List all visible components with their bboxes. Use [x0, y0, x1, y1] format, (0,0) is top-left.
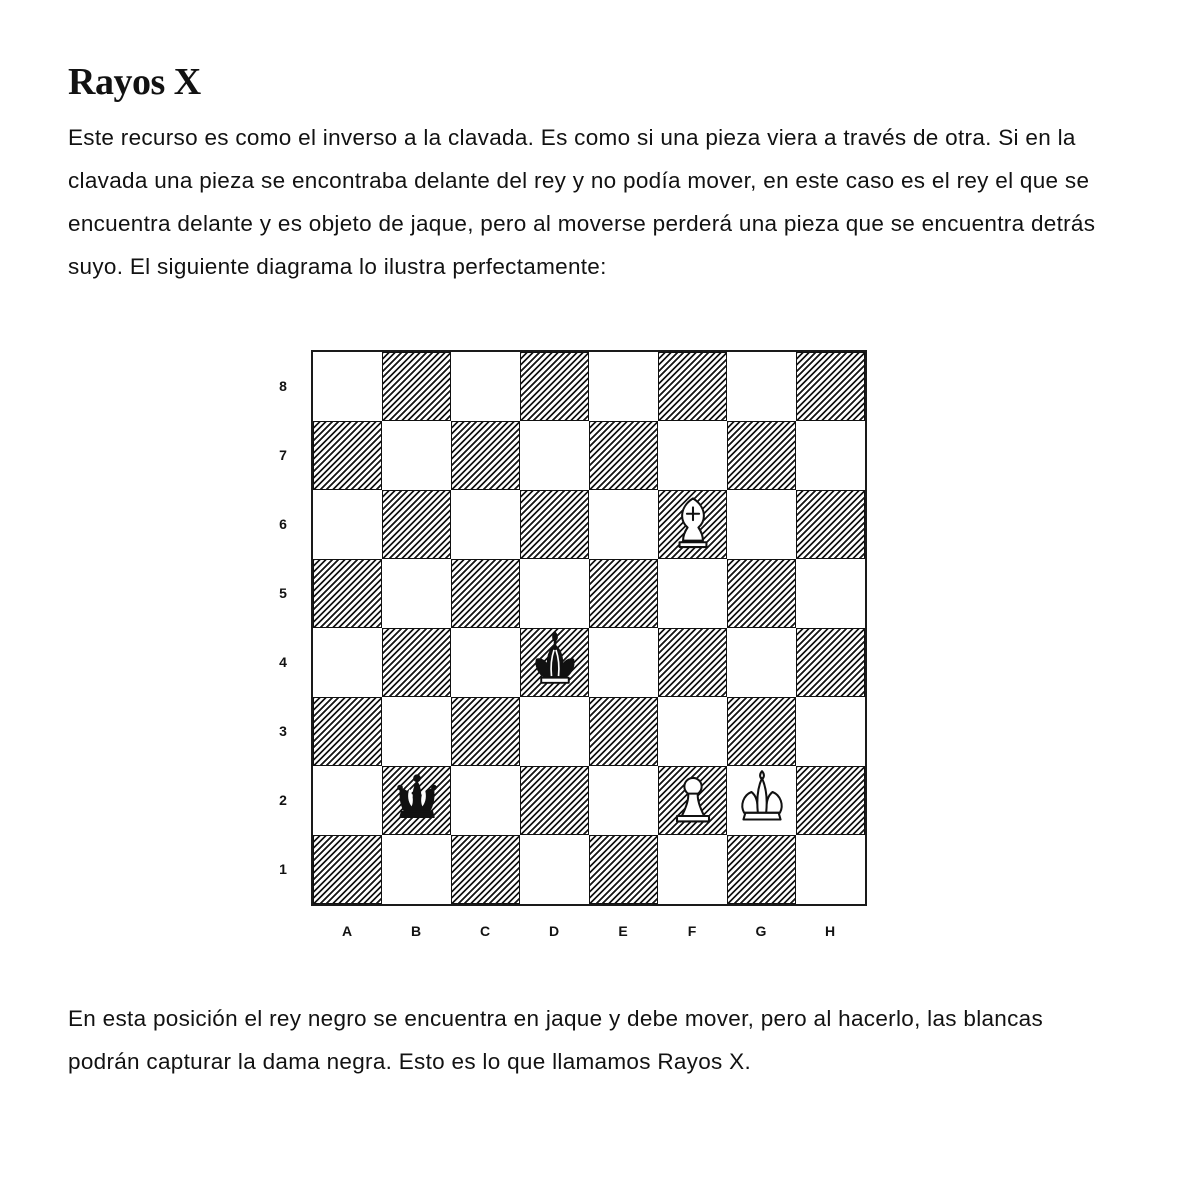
square-c6: [451, 490, 520, 559]
square-b7: [382, 421, 451, 490]
square-d1: [520, 835, 589, 904]
page-title: Rayos X: [68, 61, 201, 103]
square-f6: [658, 490, 727, 559]
square-b1: [382, 835, 451, 904]
square-e4: [589, 628, 658, 697]
square-h5: [796, 559, 865, 628]
square-h4: [796, 628, 865, 697]
square-e2: [589, 766, 658, 835]
white-king-icon: [730, 768, 794, 832]
piece-white-pawn-f2: [661, 768, 725, 832]
square-h3: [796, 697, 865, 766]
square-b2: [382, 766, 451, 835]
rank-label-5: 5: [279, 585, 287, 602]
square-d3: [520, 697, 589, 766]
piece-black-queen-b2: [385, 768, 449, 832]
black-king-icon: [523, 630, 587, 694]
square-a3: [313, 697, 382, 766]
black-queen-icon: [385, 768, 449, 832]
file-label-a: A: [341, 922, 354, 939]
square-a5: [313, 559, 382, 628]
square-d5: [520, 559, 589, 628]
chess-diagram: [68, 350, 1110, 939]
square-c8: [451, 352, 520, 421]
file-label-f: F: [687, 922, 698, 939]
square-c4: [451, 628, 520, 697]
file-label-h: H: [824, 922, 837, 939]
file-label-d: D: [548, 922, 561, 939]
square-a2: [313, 766, 382, 835]
square-g3: [727, 697, 796, 766]
white-bishop-icon: [661, 492, 725, 556]
file-label-b: B: [410, 922, 423, 939]
square-h2: [796, 766, 865, 835]
file-labels-row: [313, 923, 865, 939]
square-e7: [589, 421, 658, 490]
square-g6: [727, 490, 796, 559]
piece-white-king-g2: [730, 768, 794, 832]
square-f7: [658, 421, 727, 490]
square-e1: [589, 835, 658, 904]
square-h7: [796, 421, 865, 490]
closing-paragraph: En esta posición el rey negro se encuentra en jaque y debe mover, pero al hacerlo, las blancas podrán capturar la dama negra. Esto es lo que llamamos Rayos X.: [68, 1005, 1044, 1074]
square-a1: [313, 835, 382, 904]
square-h8: [796, 352, 865, 421]
rank-label-7: 7: [279, 447, 287, 464]
rank-label-2: 2: [279, 792, 287, 809]
square-b4: [382, 628, 451, 697]
square-f1: [658, 835, 727, 904]
square-b5: [382, 559, 451, 628]
square-b6: [382, 490, 451, 559]
chess-diagram-inner: [279, 350, 867, 939]
square-a8: [313, 352, 382, 421]
square-g7: [727, 421, 796, 490]
square-g4: [727, 628, 796, 697]
square-b8: [382, 352, 451, 421]
piece-black-king-d4: [523, 630, 587, 694]
square-h6: [796, 490, 865, 559]
rank-labels-column: [265, 352, 301, 904]
square-f5: [658, 559, 727, 628]
file-label-c: C: [479, 922, 492, 939]
square-h1: [796, 835, 865, 904]
file-label-g: G: [755, 922, 768, 939]
square-d4: [520, 628, 589, 697]
rank-label-3: 3: [279, 723, 287, 740]
square-a7: [313, 421, 382, 490]
square-c5: [451, 559, 520, 628]
square-c7: [451, 421, 520, 490]
white-pawn-icon: [661, 768, 725, 832]
square-e8: [589, 352, 658, 421]
square-f4: [658, 628, 727, 697]
square-c2: [451, 766, 520, 835]
square-e6: [589, 490, 658, 559]
piece-white-bishop-f6: [661, 492, 725, 556]
square-f3: [658, 697, 727, 766]
square-g1: [727, 835, 796, 904]
square-c1: [451, 835, 520, 904]
square-d2: [520, 766, 589, 835]
square-d7: [520, 421, 589, 490]
square-a4: [313, 628, 382, 697]
rank-label-1: 1: [279, 861, 287, 878]
square-c3: [451, 697, 520, 766]
square-d8: [520, 352, 589, 421]
rank-label-4: 4: [279, 654, 287, 671]
square-d6: [520, 490, 589, 559]
square-g8: [727, 352, 796, 421]
chess-board: [311, 350, 867, 906]
square-f2: [658, 766, 727, 835]
square-a6: [313, 490, 382, 559]
intro-paragraph: Este recurso es como el inverso a la clavada. Es como si una pieza viera a través de otra. Si en la clavada una pieza se encontraba delante del rey y no podía mover, en este caso es el rey el que se encuentra delante y es objeto de jaque, pero al moverse perderá una pieza que se encuentra detrás suyo. El siguiente diagrama lo ilustra perfectamente:: [68, 124, 1096, 279]
square-e3: [589, 697, 658, 766]
file-label-e: E: [618, 922, 629, 939]
square-b3: [382, 697, 451, 766]
rank-label-8: 8: [279, 378, 287, 395]
rank-label-6: 6: [279, 516, 287, 533]
square-f8: [658, 352, 727, 421]
square-g5: [727, 559, 796, 628]
square-g2: [727, 766, 796, 835]
square-e5: [589, 559, 658, 628]
